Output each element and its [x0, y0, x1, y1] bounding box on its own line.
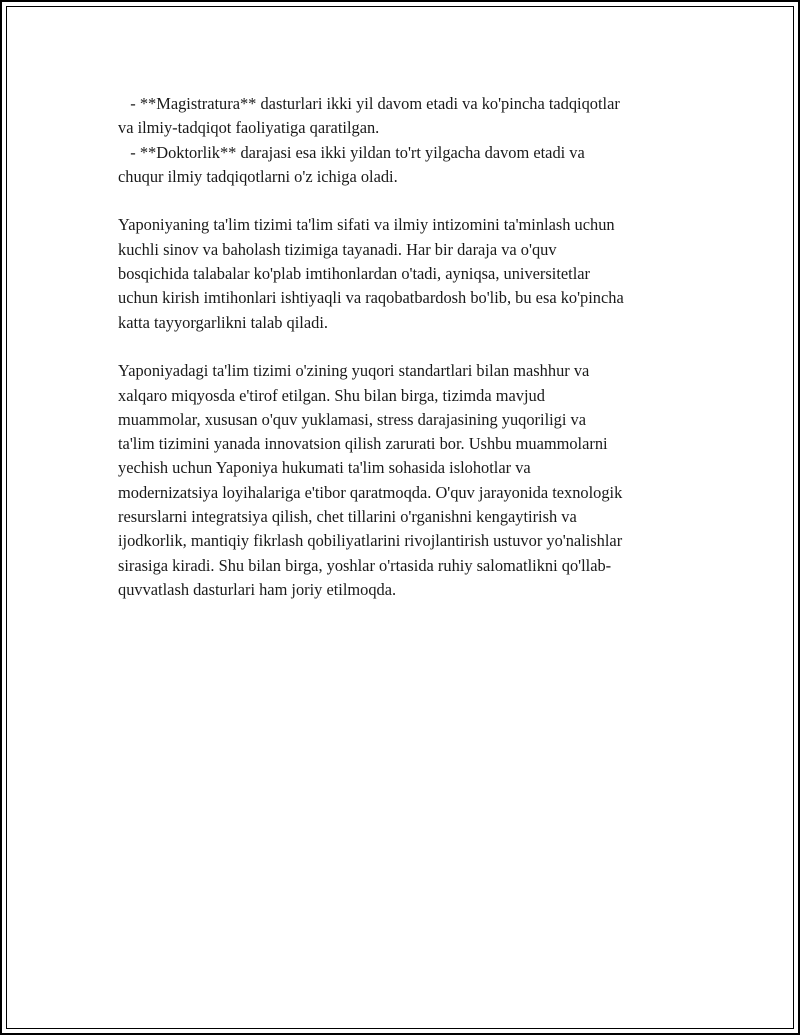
text-line: kuchli sinov va baholash tizimiga tayanadi. Har bir daraja va o'quv	[118, 239, 557, 259]
text-line: Yaponiyaning ta'lim tizimi ta'lim sifati va ilmiy intizomini ta'minlash uchun	[118, 215, 615, 235]
text-line: bosqichida talabalar ko'plab imtihonlardan o'tadi, ayniqsa, universitetlar	[118, 264, 590, 284]
paragraph-testing-system	[118, 213, 698, 334]
text-line: - **Doktorlik** darajasi esa ikki yildan to'rt yilgacha davom etadi va	[118, 142, 585, 162]
document-body	[118, 92, 698, 602]
text-line: chuqur ilmiy tadqiqotlarni o'z ichiga oladi.	[118, 166, 398, 186]
text-line: Yaponiyadagi ta'lim tizimi o'zining yuqori standartlari bilan mashhur va	[118, 361, 590, 381]
text-line: quvvatlash dasturlari ham joriy etilmoqda.	[118, 579, 397, 599]
text-line: ta'lim tizimini yanada innovatsion qilish zarurati bor. Ushbu muammolarni	[118, 434, 608, 454]
paragraph-spacer	[118, 189, 698, 213]
text-line: va ilmiy-tadqiqot faoliyatiga qaratilgan.	[118, 118, 380, 138]
text-line: uchun kirish imtihonlari ishtiyaqli va raqobatbardosh bo'lib, bu esa ko'pincha	[118, 288, 624, 308]
bullet-item-magistratura	[118, 92, 698, 141]
text-line: resurslarni integratsiya qilish, chet tillarini o'rganishni kengaytirish va	[118, 507, 577, 527]
paragraph-reforms	[118, 359, 698, 602]
text-line: - **Magistratura** dasturlari ikki yil davom etadi va ko'pincha tadqiqotlar	[118, 94, 620, 113]
text-line: muammolar, xususan o'quv yuklamasi, stress darajasining yuqoriligi va	[118, 409, 586, 429]
paragraph-spacer	[118, 335, 698, 359]
text-line: modernizatsiya loyihalariga e'tibor qaratmoqda. O'quv jarayonida texnologik	[118, 482, 623, 502]
text-line: katta tayyorgarlikni talab qiladi.	[118, 312, 328, 332]
text-line: ijodkorlik, mantiqiy fikrlash qobiliyatlarini rivojlantirish ustuvor yo'nalishlar	[118, 531, 623, 551]
text-line: xalqaro miqyosda e'tirof etilgan. Shu bilan birga, tizimda mavjud	[118, 385, 545, 405]
text-line: sirasiga kiradi. Shu bilan birga, yoshlar o'rtasida ruhiy salomatlikni qo'llab-	[118, 555, 612, 575]
text-line: yechish uchun Yaponiya hukumati ta'lim sohasida islohotlar va	[118, 458, 531, 478]
bullet-item-doktorlik	[118, 141, 698, 190]
